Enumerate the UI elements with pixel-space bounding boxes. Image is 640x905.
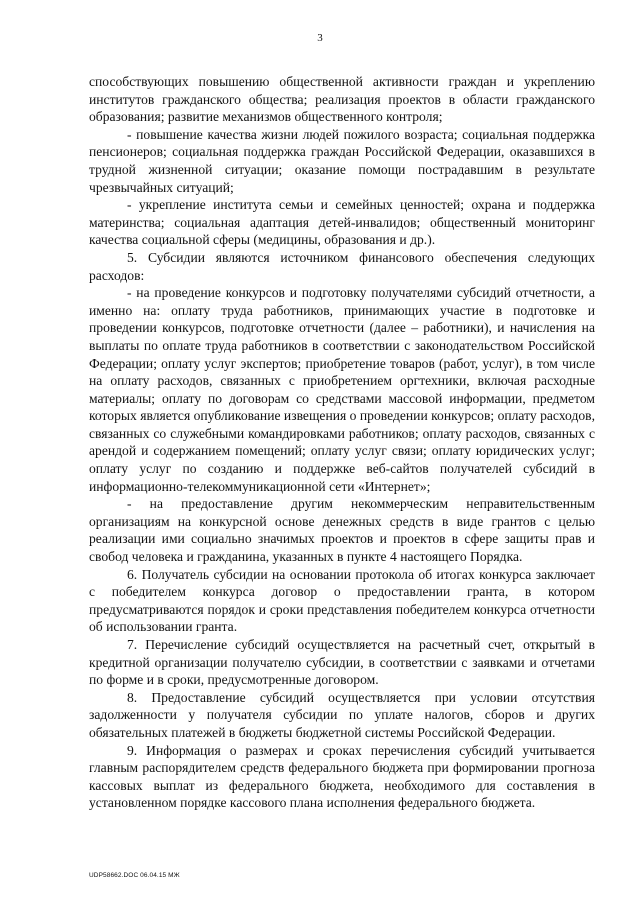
paragraph-item-7: 7. Перечисление субсидий осуществляется на расчетный счет, открытый в кредитной организации получателю субсидии, в соответствии с заявками и отчетами по форме и в сроки, предусмотренные договором.: [89, 637, 595, 688]
document-body: [89, 73, 595, 812]
paragraph-grants: - на предоставление другим некоммерческим неправительственным организациям на конкурсной основе денежных средств в виде грантов с целью реализации ими социально значимых проектов и проектов в сфере защиты прав и свобод человека и гражданина, указанных в пункте 4 настоящего Порядка.: [89, 496, 595, 565]
document-footer: UDP58662.DOC 06.04.15 МЖ: [89, 872, 180, 879]
paragraph-contest-expenses: - на проведение конкурсов и подготовку получателями субсидий отчетности, а именно на: оплату труда работников, принимающих участие в подготовке и проведении конкурсов, подготовке отчетности (далее – работники), и начисления на выплаты по оплате труда работников в соответствии с законодательством Российской Федерации; оплату услуг экспертов; приобретение товаров (работ, услуг), в том числе на оплату расходов, связанных с приобретением оргтехники, включая расходные материалы; оплату по договорам со средствами массовой информации, предметом которых является опубликование извещения о проведении конкурсов; оплату расходов, связанных со служебными командировками работников; оплату расходов, связанных с арендой и содержанием помещений; оплату услуг связи; оплату юридических услуг; оплату услуг по созданию и поддержке веб-сайтов получателей субсидий в информационно-телекоммуникационной сети «Интернет»;: [89, 285, 595, 494]
paragraph-item-5: 5. Субсидии являются источником финансового обеспечения следующих расходов:: [89, 249, 595, 283]
paragraph-item-8: 8. Предоставление субсидий осуществляется при условии отсутствия задолженности у получателя субсидии по уплате налогов, сборов и других обязательных платежей в бюджеты бюджетной системы Российской Федерации.: [89, 689, 595, 740]
paragraph-item-9: 9. Информация о размерах и сроках перечисления субсидий учитывается главным распорядителем средств федерального бюджета при формировании прогноза кассовых выплат из федерального бюджета, необходимого для составления в установленном порядке кассового плана исполнения федерального бюджета.: [89, 742, 595, 811]
paragraph-item-6: 6. Получатель субсидии на основании протокола об итогах конкурса заключает с победителем конкурса договор о предоставлении гранта, в котором предусматриваются порядок и сроки представления победителем конкурса отчетности об использовании гранта.: [89, 566, 595, 635]
paragraph-continuation: способствующих повышению общественной активности граждан и укреплению институтов гражданского общества; реализация проектов в области гражданского образования; развитие механизмов общественного контроля;: [89, 74, 595, 125]
page-number: 3: [317, 32, 323, 44]
paragraph-family-values: - укрепление института семьи и семейных ценностей; охрана и поддержка материнства; социальная адаптация детей-инвалидов; общественный мониторинг качества социальной сферы (медицины, образования и др.).: [89, 197, 595, 248]
paragraph-elderly-support: - повышение качества жизни людей пожилого возраста; социальная поддержка пенсионеров; социальная поддержка граждан Российской Федерации, оказавшихся в трудной жизненной ситуации; оказание помощи пострадавшим в результате чрезвычайных ситуаций;: [89, 126, 595, 195]
